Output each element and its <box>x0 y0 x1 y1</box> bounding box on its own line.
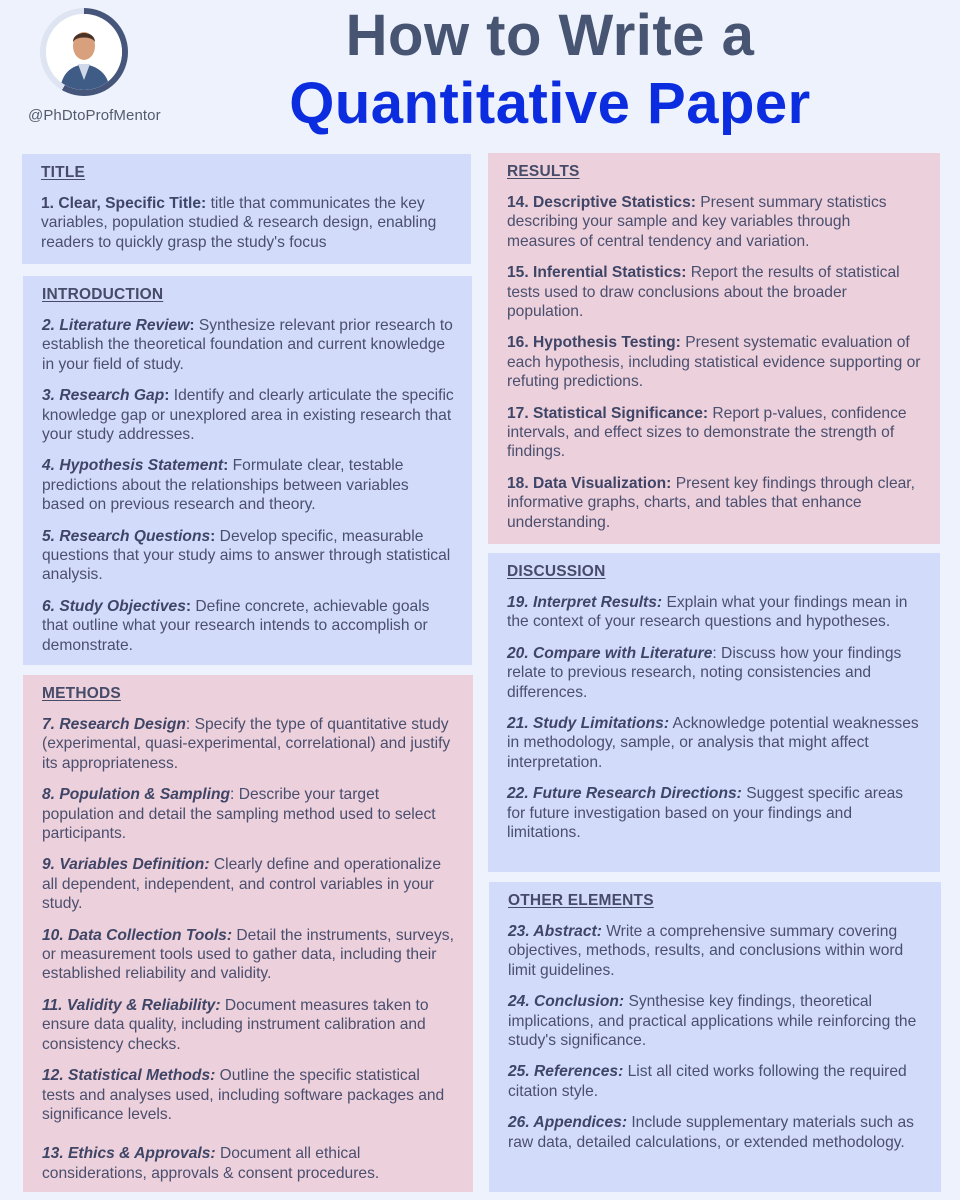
item-text: Synthesize relevant prior research to establish the theoretical foundation and current knowledge in your field of study. <box>42 317 453 373</box>
section-other-elements <box>489 882 941 1192</box>
list-item <box>508 1062 923 1101</box>
item-label: 23. Abstract: <box>508 923 602 940</box>
item-text: Present systematic evaluation of each hypothesis, including statistical evidence supporting or refuting predictions. <box>507 334 921 391</box>
list-item <box>508 992 923 1050</box>
item-separator: : <box>164 387 170 405</box>
list-item <box>507 644 922 702</box>
item-text: Specify the type of quantitative study (experimental, quasi-experimental, correlational) and justify its appropriateness. <box>42 716 451 772</box>
section-heading: INTRODUCTION <box>42 286 164 303</box>
item-text: Report p-values, confidence intervals, and effect sizes to demonstrate the strength of findings. <box>507 404 907 461</box>
section-heading: DISCUSSION <box>507 563 606 580</box>
item-separator: : <box>210 527 216 545</box>
item-label: 16. Hypothesis Testing: <box>507 334 681 352</box>
list-item <box>507 474 922 532</box>
item-label: 17. Statistical Significance: <box>507 404 709 422</box>
list-item <box>42 527 454 585</box>
item-separator: : <box>712 644 717 662</box>
item-text: Describe your target population and detail the sampling method used to select participants. <box>42 786 436 843</box>
list-item <box>508 1113 923 1152</box>
item-separator: : <box>189 317 195 334</box>
list-item <box>41 194 453 252</box>
item-label: 8. Population & Sampling <box>42 786 231 804</box>
header <box>0 0 960 150</box>
item-label: 1. Clear, Specific Title: <box>41 195 207 212</box>
list-item <box>507 714 922 772</box>
item-text: Discuss how your findings relate to previous research, noting consistencies and differences. <box>507 644 902 701</box>
item-text: Detail the instruments, surveys, or measurement tools used to gather data, including their established reliability and validity. <box>42 926 454 983</box>
item-label: 2. Literature Review <box>42 317 190 334</box>
item-text: Include supplementary materials such as raw data, detailed calculations, or extended methodology. <box>508 1114 914 1151</box>
section-heading: RESULTS <box>507 163 580 180</box>
list-item <box>507 593 922 632</box>
item-label: 11. Validity & Reliability: <box>42 996 221 1014</box>
item-text: List all cited works following the required citation style. <box>508 1063 907 1100</box>
item-text: Identify and clearly articulate the specific knowledge gap or unexplored area in existing research that your study addresses. <box>42 387 454 444</box>
section-introduction <box>23 276 472 665</box>
item-label: 20. Compare with Literature <box>507 644 713 662</box>
list-item <box>508 922 923 980</box>
item-separator: : <box>185 597 192 615</box>
list-item <box>507 333 922 391</box>
section-discussion <box>488 553 940 872</box>
list-item <box>42 785 455 843</box>
avatar-ring <box>40 8 128 96</box>
item-separator: : <box>185 716 191 733</box>
item-label: 18. Data Visualization: <box>507 474 672 492</box>
person-photo-icon <box>46 14 122 90</box>
item-separator: : <box>230 786 235 804</box>
item-text: Document measures taken to ensure data quality, including instrument calibration and consistency checks. <box>42 996 429 1053</box>
list-item <box>42 1066 455 1124</box>
item-text: Outline the specific statistical tests and analyses used, including software packages and significance levels. <box>42 1067 445 1123</box>
item-label: 26. Appendices: <box>508 1114 628 1132</box>
item-label: 9. Variables Definition: <box>42 856 210 874</box>
item-separator: : <box>223 457 229 475</box>
item-label: 15. Inferential Statistics: <box>507 264 687 282</box>
list-item <box>42 715 455 773</box>
item-label: 25. References: <box>508 1063 624 1081</box>
item-label: 4. Hypothesis Statement <box>42 457 224 475</box>
item-text: Formulate clear, testable predictions about the relationships between variables based on previous research and theory. <box>42 457 409 514</box>
section-heading: METHODS <box>42 685 121 702</box>
list-item <box>507 263 922 321</box>
item-text: Write a comprehensive summary covering objectives, methods, results, and conclusions within word limit guidelines. <box>508 923 904 979</box>
list-item <box>42 456 454 514</box>
item-label: 3. Research Gap <box>42 387 165 405</box>
item-text: Report the results of statistical tests used to draw conclusions about the broader population. <box>507 264 900 321</box>
section-results <box>488 153 940 544</box>
list-item <box>42 316 454 374</box>
item-text: Explain what your findings mean in the context of your research questions and hypotheses. <box>507 594 908 631</box>
item-text: Suggest specific areas for future investigation based on your findings and limitations. <box>507 785 904 842</box>
item-label: 12. Statistical Methods: <box>42 1067 216 1085</box>
item-text: Define concrete, achievable goals that outline what your research intends to accomplish or demonstrate. <box>42 597 430 654</box>
list-item <box>42 597 454 655</box>
item-label: 24. Conclusion: <box>508 993 625 1011</box>
item-text: Clearly define and operationalize all dependent, independent, and control variables in your study. <box>42 856 441 913</box>
list-item <box>42 1144 455 1183</box>
list-item <box>42 996 455 1054</box>
section-heading: TITLE <box>41 164 86 181</box>
item-text: Synthesise key findings, theoretical implications, and practical applications while reinforcing the study's significance. <box>508 993 917 1050</box>
item-text: title that communicates the key variables, population studied & research design, enabling readers to quickly grasp the study's focus <box>41 195 437 251</box>
item-label: 7. Research Design <box>42 716 186 733</box>
list-item <box>507 784 922 842</box>
item-label: 13. Ethics & Approvals: <box>42 1145 216 1163</box>
avatar <box>46 14 122 90</box>
list-item <box>507 193 922 251</box>
list-item <box>42 855 455 913</box>
page-title-line-2: Quantitative Paper <box>289 71 811 136</box>
item-label: 6. Study Objectives <box>42 597 186 615</box>
list-item <box>507 404 922 462</box>
item-label: 19. Interpret Results: <box>507 594 663 611</box>
item-text: Acknowledge potential weaknesses in methodology, sample, or analysis that might affect interpretation. <box>507 715 919 771</box>
item-label: 10. Data Collection Tools: <box>42 926 233 944</box>
item-label: 21. Study Limitations: <box>507 715 670 733</box>
section-methods <box>23 675 473 1192</box>
item-label: 5. Research Questions <box>42 527 211 545</box>
list-item <box>42 386 454 444</box>
section-title <box>22 154 471 264</box>
section-heading: OTHER ELEMENTS <box>508 892 654 909</box>
page-title-line-1: How to Write a <box>345 3 755 68</box>
item-text: Document all ethical considerations, approvals & consent procedures. <box>42 1145 380 1182</box>
item-label: 22. Future Research Directions: <box>507 785 742 803</box>
item-text: Present summary statistics describing your sample and key variables through measures of central tendency and variation. <box>507 194 887 250</box>
item-label: 14. Descriptive Statistics: <box>507 194 696 211</box>
list-item <box>42 926 455 984</box>
author-handle: @PhDtoProfMentor <box>28 107 161 124</box>
item-text: Develop specific, measurable questions that your study aims to answer through statistical analysis. <box>42 527 451 584</box>
item-text: Present key findings through clear, informative graphs, charts, and tables that enhance understanding. <box>507 474 915 531</box>
